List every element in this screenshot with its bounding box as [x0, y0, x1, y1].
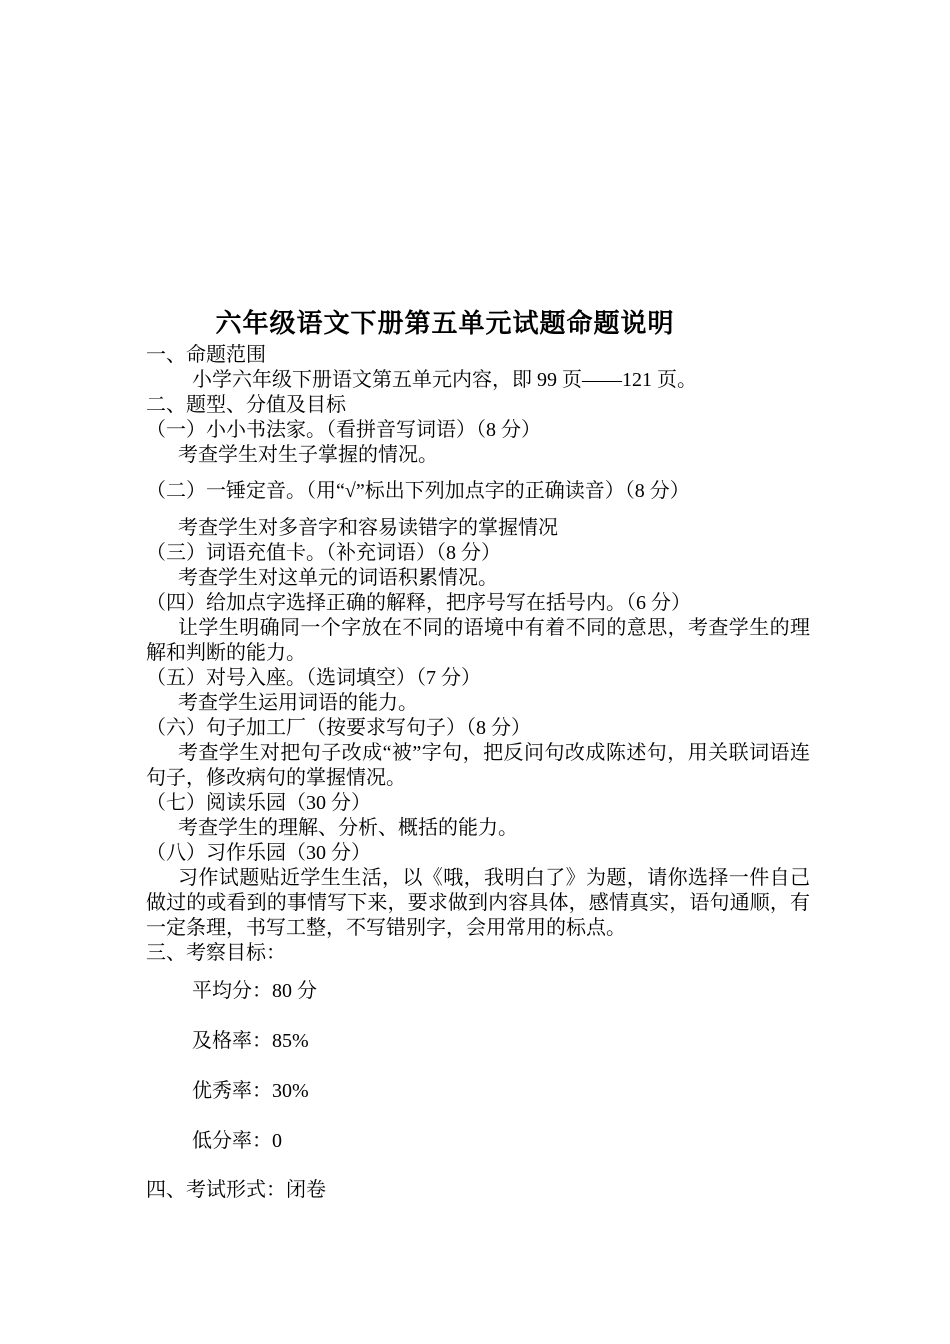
item-title: （六）句子加工厂（按要求写句子）（8 分）: [146, 717, 531, 739]
item-description: 考查学生对生子掌握的情况。: [178, 444, 438, 466]
item-title: （四）给加点字选择正确的解释，把序号写在括号内。（6 分）: [146, 592, 691, 614]
target-excellent-rate: 优秀率：30%: [192, 1080, 309, 1102]
target-low-rate: 低分率：0: [192, 1130, 282, 1152]
item-title: （一）小小书法家。（看拼音写词语）（8 分）: [146, 419, 541, 441]
item-title: （二）一锤定音。（用“√”标出下列加点字的正确读音）（8 分）: [146, 480, 690, 502]
item-title: （五）对号入座。（选词填空）（7 分）: [146, 667, 481, 689]
section-heading-exam-form: 四、考试形式：闭卷: [146, 1179, 326, 1201]
targets-list: [146, 966, 810, 1166]
document-body: [146, 343, 810, 1203]
item-title: （八）习作乐园（30 分）: [146, 842, 371, 864]
item-description: 考查学生对这单元的词语积累情况。: [178, 567, 498, 589]
section-heading-targets: 三、考察目标：: [146, 942, 286, 964]
section-scope-content: 小学六年级下册语文第五单元内容，即 99 页——121 页。: [192, 369, 697, 391]
document-title: 六年级语文下册第五单元试题命题说明: [215, 309, 675, 338]
item-description: 考查学生对多音字和容易读错字的掌握情况: [178, 517, 558, 539]
section-heading-scope: 一、命题范围: [146, 344, 266, 366]
item-description: 考查学生运用词语的能力。: [178, 692, 418, 714]
item-description: 让学生明确同一个字放在不同的语境中有着不同的意思，考查学生的理解和判断的能力。: [146, 617, 810, 664]
item-title: （七）阅读乐园（30 分）: [146, 792, 371, 814]
section-heading-types: 二、题型、分值及目标: [146, 394, 346, 416]
target-pass-rate: 及格率：85%: [192, 1030, 309, 1052]
target-average: 平均分：80 分: [192, 980, 317, 1002]
item-description: 习作试题贴近学生生活，以《哦，我明白了》为题，请你选择一件自己做过的或看到的事情写下来，要求做到内容具体，感情真实，语句通顺，有一定条理，书写工整，不写错别字，会用常用的标点。: [146, 867, 810, 939]
item-description: 考查学生对把句子改成“被”字句，把反问句改成陈述句，用关联词语连句子，修改病句的掌握情况。: [146, 742, 810, 789]
item-title: （三）词语充值卡。（补充词语）（8 分）: [146, 542, 501, 564]
item-description: 考查学生的理解、分析、概括的能力。: [178, 817, 518, 839]
